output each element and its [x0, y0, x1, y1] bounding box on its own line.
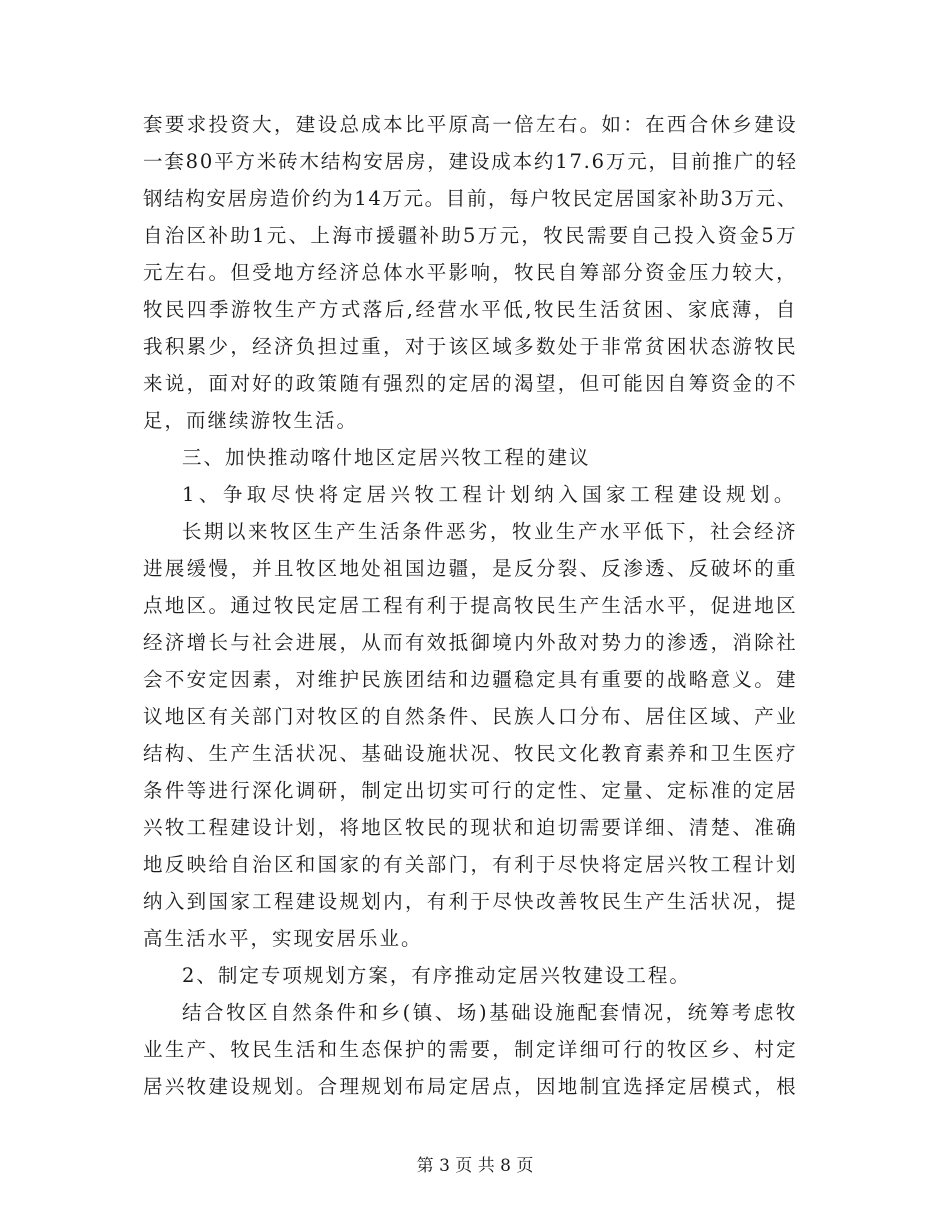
text-line: 1、争取尽快将定居兴牧工程计划纳入国家工程建设规划。 — [182, 483, 798, 506]
text-line: 套要求投资大，建设总成本比平原高一倍左右。如：在西合休乡建设 — [143, 113, 798, 136]
text-line: 自治区补助1元、上海市援疆补助5万元，牧民需要自己投入资金5万 — [143, 224, 798, 247]
text-line: 足，而继续游牧生活。 — [143, 409, 359, 432]
text-line: 一套80平方米砖木结构安居房，建设成本约17.6万元，目前推广的轻 — [143, 150, 798, 173]
document-body — [143, 106, 798, 1105]
text-line: 地反映给自治区和国家的有关部门，有利于尽快将定居兴牧工程计划 — [143, 853, 798, 876]
text-line: 长期以来牧区生产生活条件恶劣，牧业生产水平低下，社会经济 — [182, 520, 798, 543]
text-line: 来说，面对好的政策随有强烈的定居的渴望，但可能因自筹资金的不 — [143, 372, 798, 395]
text-line: 高生活水平，实现安居乐业。 — [143, 927, 423, 950]
text-line: 兴牧工程建设计划，将地区牧民的现状和迫切需要详细、清楚、准确 — [143, 816, 798, 839]
text-line: 条件等进行深化调研，制定出切实可行的定性、定量、定标准的定居 — [143, 779, 798, 802]
text-line: 居兴牧建设规划。合理规划布局定居点，因地制宜选择定居模式，根 — [143, 1075, 798, 1098]
page-footer: 第 3 页 共 8 页 — [416, 1156, 534, 1176]
text-line: 会不安定因素，对维护民族团结和边疆稳定具有重要的战略意义。建 — [143, 668, 798, 691]
text-line: 2、制定专项规划方案，有序推动定居兴牧建设工程。 — [182, 964, 691, 987]
text-line: 牧民四季游牧生产方式落后,经营水平低,牧民生活贫困、家底薄，自 — [143, 298, 798, 321]
text-line: 进展缓慢，并且牧区地处祖国边疆，是反分裂、反渗透、反破坏的重 — [143, 557, 798, 580]
text-line: 结合牧区自然条件和乡(镇、场)基础设施配套情况，统筹考虑牧 — [182, 1001, 798, 1024]
text-line: 议地区有关部门对牧区的自然条件、民族人口分布、居住区域、产业 — [143, 705, 798, 728]
text-line: 三、加快推动喀什地区定居兴牧工程的建议 — [182, 446, 591, 469]
text-line: 纳入到国家工程建设规划内，有利于尽快改善牧民生产生活状况，提 — [143, 890, 798, 913]
text-line: 业生产、牧民生活和生态保护的需要，制定详细可行的牧区乡、村定 — [143, 1038, 798, 1061]
text-line: 结构、生产生活状况、基础设施状况、牧民文化教育素养和卫生医疗 — [143, 742, 798, 765]
text-line: 元左右。但受地方经济总体水平影响，牧民自筹部分资金压力较大， — [143, 261, 798, 284]
text-line: 钢结构安居房造价约为14万元。目前，每户牧民定居国家补助3万元、 — [143, 187, 798, 210]
text-line: 我积累少，经济负担过重，对于该区域多数处于非常贫困状态游牧民 — [143, 335, 798, 358]
text-line: 经济增长与社会进展，从而有效抵御境内外敌对势力的渗透，消除社 — [143, 631, 798, 654]
text-line: 点地区。通过牧民定居工程有利于提高牧民生产生活水平，促进地区 — [143, 594, 798, 617]
